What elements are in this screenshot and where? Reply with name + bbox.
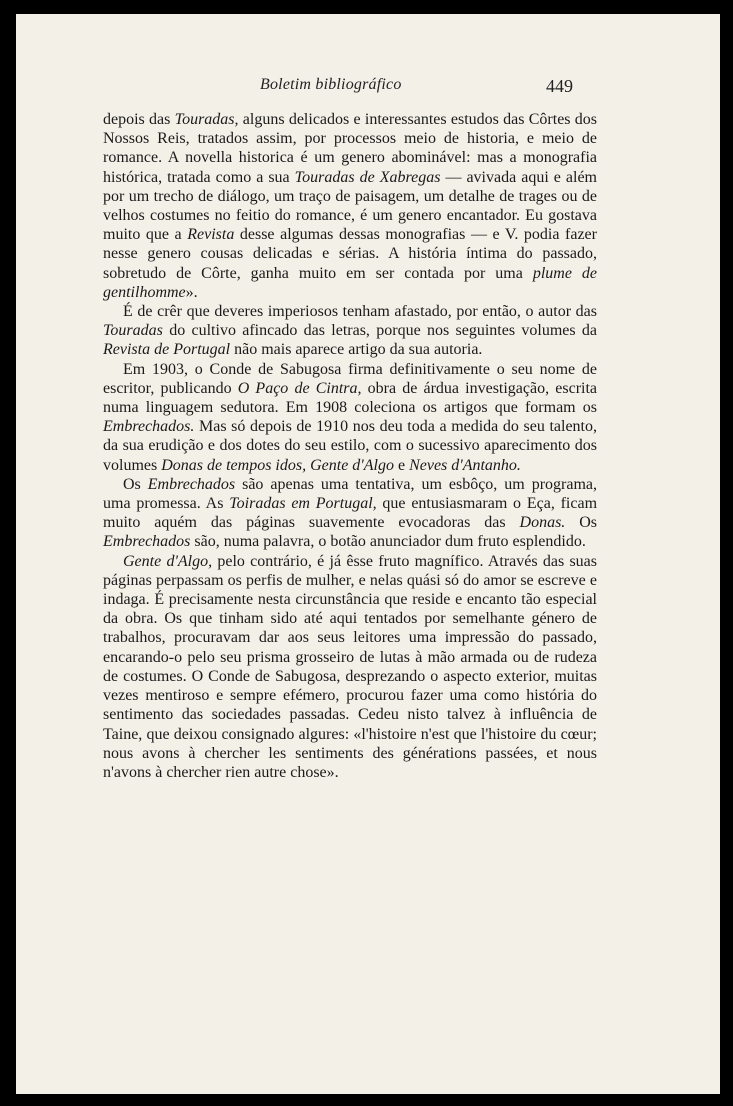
paragraph [103,302,597,360]
text-run: — avivada aqui e além por um trecho de diálogo, um traço de paisagem, um detalhe de trages ou de velhos costumes no feitio do romance, é um genero encantador. Eu gostava muito que a [103,168,597,244]
italic-text: Touradas, [174,111,239,128]
text-run: obra de árdua investigação, escrita numa linguagem sedutora. Em 1908 coleciona os artigos que formam os [103,379,598,417]
running-title: Boletim bibliográfico [260,76,402,93]
text-run: pelo contrário, é já êsse fruto magnífico. Através das suas páginas perpassam os perfis de mulher, e nelas quási só do amor se escreve e indaga. É precisamente nesta circunstância que reside e encanto tão especial da obra. Os que tinham sido até aqui tentados por semelhante género de trabalhos, procuravam dar aos seus leitores uma impressão do passado, encarando-o pelo seu prisma grosseiro de lutas à mão armada ou de rudeza de costumes. O Conde de Sabugosa, desprezando o aspecto exterior, muitas vezes mentiroso e sempre efémero, procurou fazer uma como história do sentimento das sociedades passadas. Cedeu nisto talvez à influência de Taine, que deixou consignado algures: «l'histoire n'est que l'histoire du cœur; nous avons à chercher les sentiments des générations passées, et nous n'avons à chercher rien autre chose». [103,552,598,781]
text-run: Em 1903, o Conde de Sabugosa firma definitivamente o seu nome de escritor, publicando [103,360,597,397]
italic-text: Neves d'Antanho. [409,456,521,474]
body-text [103,110,597,782]
italic-text: Donas. [519,514,566,532]
text-run: e [393,456,410,474]
paragraph [103,360,597,475]
text-run: desse algumas dessas monografias — e V. podia fazer nesse genero cousas delicadas e sérias. A história íntima do passado, sobretudo de Côrte, ganha muito em ser contada por uma [103,226,597,282]
text-run: Os [565,514,598,532]
italic-text: Donas de tempos idos, Gente d'Algo [161,456,394,474]
text-run: alguns delicados e interessantes estudos das Côrtes dos Nossos Reis, tratados assim, por processos meio de historia, e meio de romance. A novella historica é um genero abominável: mas a monografia histórica, tratada como a sua [103,111,598,186]
italic-text: Gente d'Algo, [123,552,213,570]
italic-text: Embrechados. [103,418,195,436]
paragraph [103,475,597,552]
italic-text: Revista de Portugal [103,341,231,359]
paragraph [103,110,597,302]
book-page [16,14,720,1094]
text-run: ». [185,283,198,301]
italic-text: Revista [187,226,235,244]
page-header [16,76,720,100]
italic-text: Embrechados [103,533,191,551]
text-run: Os [123,475,148,493]
italic-text: Touradas [103,322,163,340]
italic-text: plume de gentilhomme [103,264,598,301]
italic-text: Touradas de Xabregas [294,168,441,186]
text-run: que entusiasmaram o Eça, ficam muito aquém das páginas suavemente evocadoras das [103,495,598,532]
italic-text: Toiradas em Portugal, [229,495,377,513]
text-run: são, numa palavra, o botão anunciador dum fruto esplendido. [190,533,586,551]
italic-text: Embrechados [147,475,236,493]
italic-text: O Paço de Cintra, [237,379,362,397]
text-run: depois das [103,111,175,128]
paragraph [103,552,597,782]
text-run: É de crêr que deveres imperiosos tenham afastado, por então, o autor das [123,303,597,321]
text-run: Mas só depois de 1910 nos deu toda a medida do seu talento, da sua erudição e dos dotes do seu estilo, com o sucessivo aparecimento dos volumes [103,418,597,474]
page-number: 449 [546,76,573,96]
text-run: do cultivo afincado das letras, porque nos seguintes volumes da [162,322,597,340]
text-run: não mais aparece artigo da sua autoria. [230,341,483,359]
text-run: são apenas uma tentativa, um esbôço, um programa, uma promessa. As [103,475,597,513]
